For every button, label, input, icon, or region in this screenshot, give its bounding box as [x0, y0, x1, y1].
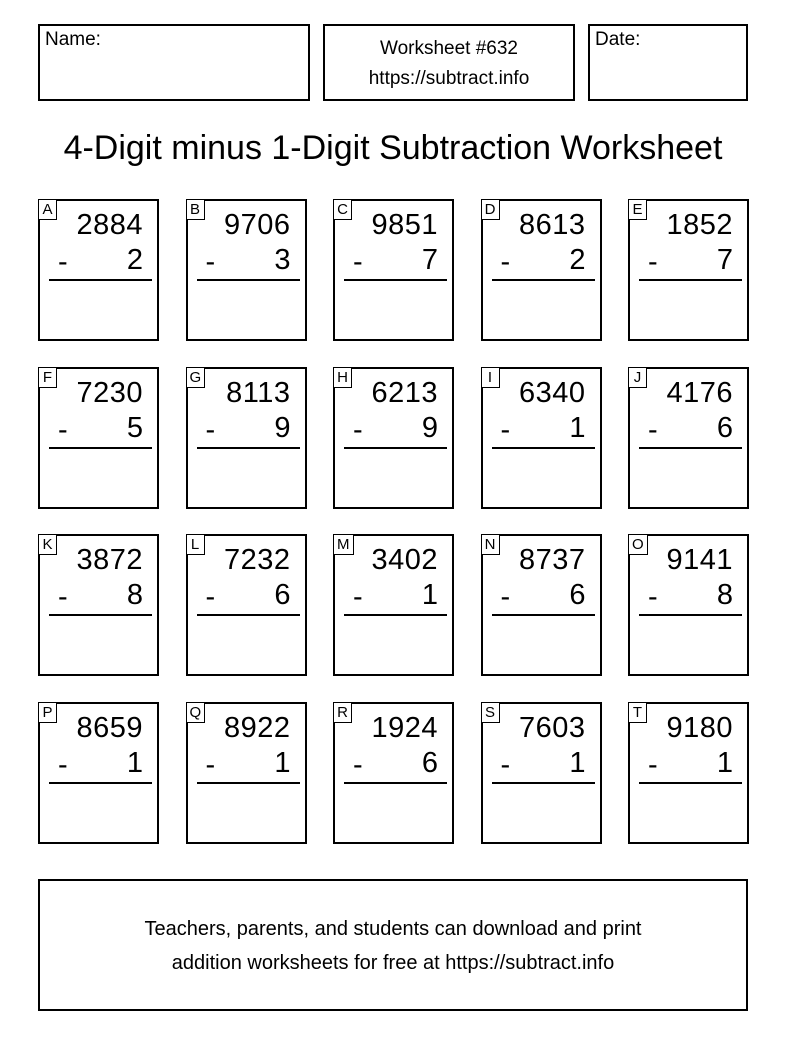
subtrahend: 8 — [716, 579, 733, 611]
problem-card[interactable] — [38, 367, 159, 509]
subtrahend: 6 — [421, 746, 438, 779]
problem-letter: B — [187, 200, 205, 220]
problem-card[interactable] — [38, 534, 159, 676]
minus-sign: - — [500, 246, 511, 278]
subtrahend: 5 — [126, 411, 143, 444]
minuend: 7232 — [223, 544, 291, 576]
subtrahend: 7 — [421, 244, 438, 276]
answer-line — [197, 614, 300, 616]
minus-sign: - — [648, 413, 658, 446]
minuend: 6213 — [371, 376, 438, 409]
subtrahend: 6 — [274, 579, 291, 611]
minuend: 9851 — [371, 209, 438, 241]
problem-card[interactable] — [628, 367, 749, 509]
answer-line — [49, 782, 152, 784]
subtrahend: 7 — [716, 244, 733, 276]
problem-card[interactable] — [628, 199, 749, 341]
minus-sign: - — [205, 748, 216, 781]
problem-card[interactable] — [186, 367, 307, 509]
page-title: 4-Digit minus 1-Digit Subtraction Worksheet — [63, 129, 723, 167]
minus-sign: - — [500, 413, 511, 446]
minuend: 7603 — [518, 711, 586, 744]
problem-card[interactable] — [628, 702, 749, 844]
minus-sign: - — [205, 413, 216, 446]
problem-card[interactable] — [38, 199, 159, 341]
problem-card[interactable] — [481, 367, 602, 509]
date-label: Date: — [595, 29, 641, 50]
date-field[interactable] — [588, 24, 748, 101]
problem-card[interactable] — [628, 534, 749, 676]
minus-sign: - — [58, 246, 68, 278]
minuend: 9706 — [223, 209, 291, 241]
footer-note — [38, 879, 748, 1011]
minuend: 9180 — [666, 711, 733, 744]
minus-sign: - — [500, 748, 511, 781]
problem-letter: C — [334, 200, 352, 220]
minus-sign: - — [353, 748, 363, 781]
subtrahend: 1 — [569, 746, 586, 779]
answer-line — [344, 782, 447, 784]
worksheet-url: https://subtract.info — [368, 68, 530, 89]
minus-sign: - — [648, 748, 658, 781]
subtrahend: 2 — [569, 244, 586, 276]
subtrahend: 1 — [716, 746, 733, 779]
subtrahend: 6 — [716, 411, 733, 444]
footer-line-1: Teachers, parents, and students can download and print — [144, 918, 642, 940]
problem-letter: G — [187, 368, 206, 388]
problem-letter: D — [482, 200, 500, 220]
minuend: 8922 — [223, 711, 291, 744]
problem-letter: Q — [187, 703, 206, 723]
minuend: 1852 — [666, 209, 733, 241]
minuend: 4176 — [666, 376, 733, 409]
problem-card[interactable] — [186, 702, 307, 844]
minuend: 8659 — [76, 711, 143, 744]
problem-letter: S — [482, 703, 500, 723]
problem-letter: F — [39, 368, 57, 388]
minus-sign: - — [353, 413, 363, 446]
problem-letter: H — [334, 368, 352, 388]
answer-line — [344, 614, 447, 616]
minus-sign: - — [58, 748, 68, 781]
footer-line-2: addition worksheets for free at https://subtract.info — [171, 952, 615, 974]
subtrahend: 1 — [274, 746, 291, 779]
minus-sign: - — [58, 413, 68, 446]
minuend: 8737 — [518, 544, 586, 576]
answer-line — [639, 614, 742, 616]
problem-letter: E — [629, 200, 647, 220]
problem-card[interactable] — [186, 199, 307, 341]
answer-line — [639, 279, 742, 281]
minus-sign: - — [205, 246, 216, 278]
answer-line — [49, 279, 152, 281]
minuend: 8613 — [518, 209, 586, 241]
problem-letter: O — [629, 535, 648, 555]
minuend: 3402 — [371, 544, 438, 576]
name-label: Name: — [45, 29, 101, 50]
subtrahend: 2 — [126, 244, 143, 276]
problem-card[interactable] — [186, 534, 307, 676]
subtrahend: 1 — [126, 746, 143, 779]
problem-letter: R — [334, 703, 352, 723]
answer-line — [344, 447, 447, 449]
problem-letter: P — [39, 703, 57, 723]
problem-card[interactable] — [481, 199, 602, 341]
name-field[interactable] — [38, 24, 310, 101]
minus-sign: - — [500, 581, 511, 613]
subtrahend: 8 — [126, 579, 143, 611]
worksheet-info-box — [323, 24, 575, 101]
subtrahend: 1 — [569, 411, 586, 444]
minus-sign: - — [648, 246, 658, 278]
problem-letter: J — [629, 368, 647, 388]
problem-grid — [38, 199, 749, 844]
minus-sign: - — [205, 581, 216, 613]
problem-letter: L — [187, 535, 205, 555]
subtrahend: 6 — [569, 579, 586, 611]
problem-letter: I — [482, 368, 500, 388]
answer-line — [639, 782, 742, 784]
problem-card[interactable] — [333, 534, 454, 676]
problem-card[interactable] — [333, 199, 454, 341]
answer-line — [49, 447, 152, 449]
problem-card[interactable] — [333, 367, 454, 509]
answer-line — [492, 614, 595, 616]
answer-line — [492, 447, 595, 449]
answer-line — [492, 279, 595, 281]
minus-sign: - — [353, 246, 363, 278]
answer-line — [344, 279, 447, 281]
problem-letter: T — [629, 703, 647, 723]
problem-card[interactable] — [38, 702, 159, 844]
minuend: 9141 — [666, 544, 733, 576]
minuend: 3872 — [76, 544, 143, 576]
worksheet-number: Worksheet #632 — [379, 38, 518, 59]
subtrahend: 1 — [421, 579, 438, 611]
minus-sign: - — [648, 581, 658, 613]
minus-sign: - — [353, 581, 363, 613]
minuend: 6340 — [518, 376, 586, 409]
subtrahend: 9 — [274, 411, 291, 444]
problem-card[interactable] — [481, 702, 602, 844]
answer-line — [197, 782, 300, 784]
minuend: 7230 — [76, 376, 143, 409]
problem-card[interactable] — [333, 702, 454, 844]
subtrahend: 3 — [274, 244, 291, 276]
minuend: 1924 — [371, 711, 438, 744]
answer-line — [197, 279, 300, 281]
minus-sign: - — [58, 581, 68, 613]
minuend: 8113 — [226, 376, 291, 409]
minuend: 2884 — [76, 209, 143, 241]
problem-card[interactable] — [481, 534, 602, 676]
answer-line — [639, 447, 742, 449]
problem-letter: A — [39, 200, 57, 220]
problem-letter: N — [482, 535, 500, 555]
answer-line — [49, 614, 152, 616]
answer-line — [492, 782, 595, 784]
subtrahend: 9 — [421, 411, 438, 444]
problem-letter: K — [39, 535, 57, 555]
answer-line — [197, 447, 300, 449]
problem-letter: M — [334, 535, 354, 555]
